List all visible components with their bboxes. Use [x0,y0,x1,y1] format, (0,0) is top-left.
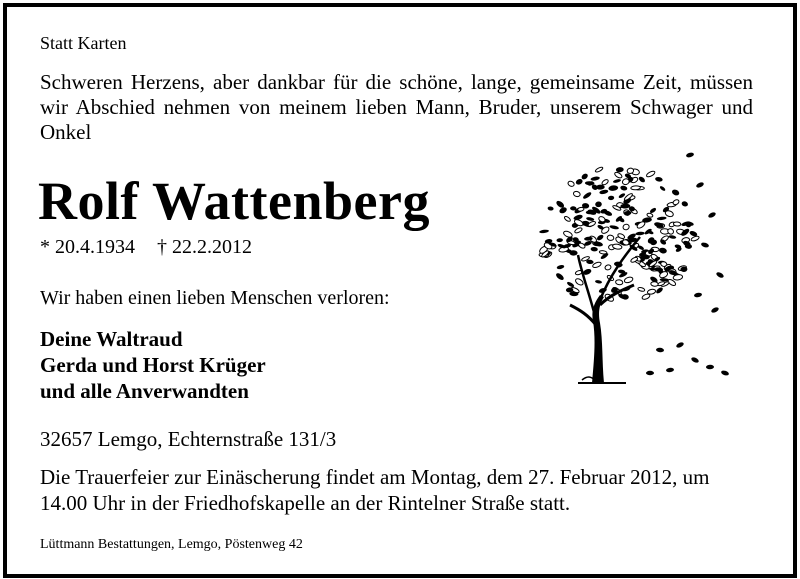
leaf [582,191,592,200]
leaf [599,189,609,195]
leaf [706,365,714,370]
leaf [646,371,654,375]
leaf [655,176,663,182]
leaf [656,347,664,352]
leaf [665,210,675,218]
leaf [655,286,664,294]
leaf [675,341,684,348]
leaf [595,280,602,284]
life-dates [40,236,252,259]
death-date: † 22.2.2012 [157,236,252,258]
family-line: Gerda und Horst Krüger [40,353,266,377]
leaf [574,278,584,287]
leaf [701,242,710,249]
leaf [686,152,695,158]
leaf [672,199,680,206]
leaf [595,201,602,207]
leaf [604,264,611,270]
leaf [637,287,645,292]
leaf [580,172,588,180]
leaf [631,186,641,190]
address: 32657 Lemgo, Echternstraße 131/3 [40,427,337,451]
leaf [556,264,564,269]
leaf [567,180,575,187]
deceased-name: Rolf Wattenberg [38,171,430,231]
funeral-home: Lüttmann Bestattungen, Lemgo, Pöstenweg 42 [40,537,303,552]
leaf [694,292,703,298]
leaf [721,370,730,377]
leaf [647,213,654,218]
leaf [651,281,659,286]
birth-date: * 20.4.1934 [40,236,135,258]
leaf [614,171,623,179]
leaf [601,179,609,186]
leaf [635,231,645,235]
leaf [627,168,634,174]
leaf [657,216,667,220]
leaf [566,281,575,288]
heading-statt-karten: Statt Karten [40,33,127,53]
leaf [658,247,667,254]
windblown-tree-icon [530,145,730,390]
leaf [638,176,646,184]
leaf [555,272,565,281]
leaf [615,279,623,285]
leaf [715,271,724,279]
leaf [707,211,716,219]
leaf [673,222,681,227]
leaf [556,238,563,242]
leaf [641,293,650,300]
leaf [575,178,584,186]
family-line: Deine Waltraud [40,327,183,351]
leaf [608,185,618,191]
leaf [590,247,598,252]
ceremony-info: Die Trauerfeier zur Einäscherung findet am Montag, dem 27. Februar 2012, um 14.00 Uhr in der Friedhofskapelle an der Rintelner Straße statt. [40,465,710,515]
leaf [587,220,596,227]
leaf [620,185,628,191]
leaf [539,229,549,233]
leaf [668,235,676,240]
leaf [609,225,619,230]
leaf [599,250,607,254]
lost-line: Wir haben einen lieben Menschen verloren: [40,287,390,309]
leaf [607,235,614,241]
leaf [595,166,604,173]
leaf [590,176,600,181]
leaf [586,216,595,221]
leaf [695,181,704,188]
leaf [547,206,554,211]
leaf [608,195,615,200]
leaf [564,216,572,223]
leaf [574,227,583,234]
leaf [613,178,622,183]
leaf [690,235,699,242]
leaf [624,276,634,284]
leaf [710,306,719,314]
leaf [578,242,586,249]
leaf [681,200,689,207]
leaf [671,188,680,196]
leaf [573,191,581,198]
family-line: und alle Anverwandten [40,379,249,403]
leaf [659,185,666,192]
leaf [596,234,604,242]
leaf [666,367,675,372]
leaf [646,170,656,178]
intro-text: Schweren Herzens, aber dankbar für die schöne, lange, gemeinsame Zeit, müssen wir Abschied nehmen von meinem lieben Mann, Bruder, unserem Schwager und Onkel [40,70,753,144]
leaf [622,223,630,230]
leaf [690,356,699,364]
